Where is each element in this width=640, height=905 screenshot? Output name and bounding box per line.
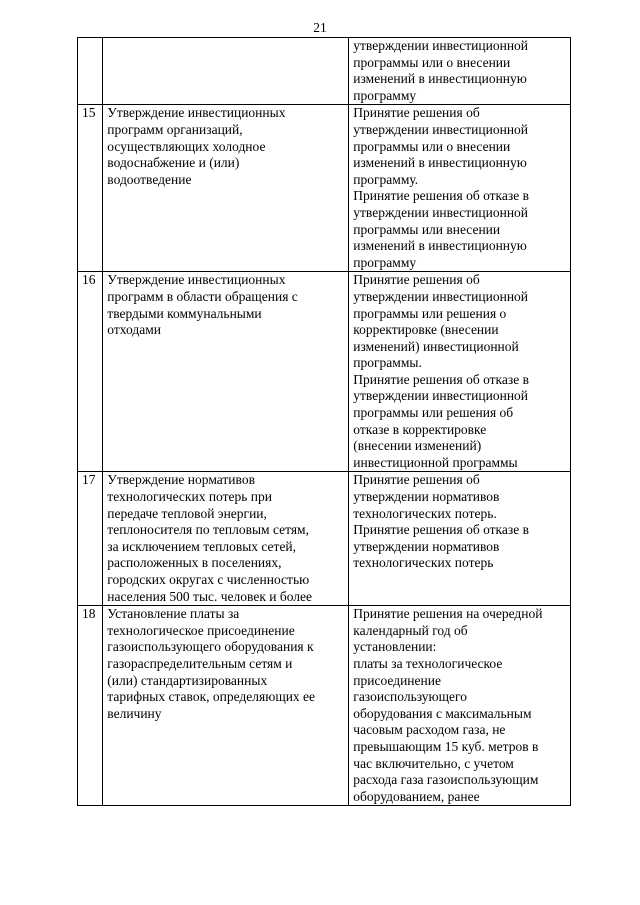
- service-result-line: утверждении инвестиционной: [353, 288, 529, 304]
- service-result-line: оборудования с максимальным: [353, 705, 532, 721]
- service-result-line: программы.: [353, 355, 422, 371]
- service-result-line: Принятие решения об отказе в: [353, 188, 529, 204]
- service-result-line: программы или решения об: [353, 405, 514, 421]
- service-result-line: утверждении инвестиционной: [353, 38, 529, 53]
- service-result-line: изменений) инвестиционной: [353, 338, 519, 354]
- service-result-line: утверждении нормативов: [353, 538, 500, 554]
- service-name-line: технологическое присоединение: [107, 622, 295, 638]
- service-result-line: изменений в инвестиционную: [353, 238, 527, 254]
- service-name-line: осуществляющих холодное: [107, 138, 266, 154]
- table-row: [78, 38, 571, 105]
- row-number-cell: 16: [78, 272, 103, 472]
- service-name-line: расположенных в поселениях,: [107, 555, 282, 571]
- service-name-line: тарифных ставок, определяющих ее: [107, 689, 316, 705]
- service-result-line: утверждении инвестиционной: [353, 204, 529, 220]
- services-table: [77, 37, 571, 806]
- service-name-line: газораспределительным сетям и: [107, 655, 293, 671]
- service-result-cell: [349, 472, 571, 606]
- table-row: [78, 272, 571, 472]
- service-name-line: технологических потерь при: [107, 489, 272, 505]
- service-result-line: программы или внесении: [353, 221, 501, 237]
- service-result-line: технологических потерь.: [353, 505, 497, 521]
- service-result-line: Принятие решения об отказе в: [353, 522, 529, 538]
- service-result-line: час включительно, с учетом: [353, 755, 514, 771]
- service-result-line: отказе в корректировке: [353, 421, 487, 437]
- table-row: [78, 606, 571, 806]
- service-name-line: газоиспользующего оборудования к: [107, 639, 314, 655]
- service-result-line: программу.: [353, 171, 419, 187]
- service-result-line: утверждении инвестиционной: [353, 388, 529, 404]
- service-name-line: теплоносителя по тепловым сетям,: [107, 522, 309, 538]
- service-name-line: Утверждение нормативов: [107, 472, 255, 488]
- service-result-line: оборудованием, ранее: [353, 788, 480, 804]
- table-row: [78, 472, 571, 606]
- service-result-line: установлении:: [353, 639, 437, 655]
- service-name-line: программ организаций,: [107, 121, 243, 137]
- service-result-line: программы или решения о: [353, 305, 507, 321]
- service-result-line: газоиспользующего: [353, 689, 467, 705]
- service-result-line: утверждении инвестиционной: [353, 121, 529, 137]
- table-body: [78, 38, 571, 806]
- service-result-line: утверждении нормативов: [353, 489, 500, 505]
- service-name-cell: [103, 105, 349, 272]
- service-name-line: (или) стандартизированных: [107, 672, 268, 688]
- service-name-line: Утверждение инвестиционных: [107, 272, 286, 288]
- row-number-cell: 15: [78, 105, 103, 272]
- service-result-line: Принятие решения об: [353, 472, 480, 488]
- row-number-cell: 17: [78, 472, 103, 606]
- service-result-line: Принятие решения об отказе в: [353, 371, 529, 387]
- service-result-line: Принятие решения на очередной: [353, 606, 543, 622]
- service-result-cell: [349, 606, 571, 806]
- service-result-line: программу: [353, 87, 417, 103]
- row-number-cell: 18: [78, 606, 103, 806]
- row-number-cell: [78, 38, 103, 105]
- service-name-cell: [103, 38, 349, 105]
- service-name-line: населения 500 тыс. человек и более: [107, 588, 313, 604]
- service-result-line: инвестиционной программы: [353, 454, 518, 470]
- service-name-line: отходами: [107, 322, 161, 338]
- service-result-line: изменений в инвестиционную: [353, 71, 527, 87]
- service-result-line: изменений в инвестиционную: [353, 155, 527, 171]
- service-result-line: Принятие решения об: [353, 105, 480, 121]
- service-result-line: программы или о внесении: [353, 54, 511, 70]
- service-name-line: величину: [107, 705, 162, 721]
- service-result-cell: [349, 105, 571, 272]
- service-result-line: корректировке (внесении: [353, 322, 499, 338]
- service-result-line: присоединение: [353, 672, 441, 688]
- service-name-cell: [103, 606, 349, 806]
- service-name-cell: [103, 472, 349, 606]
- service-name-cell: [103, 272, 349, 472]
- service-name-line: Установление платы за: [107, 606, 240, 622]
- service-result-line: часовым расходом газа, не: [353, 722, 506, 738]
- service-name-line: за исключением тепловых сетей,: [107, 538, 297, 554]
- service-name-line: передаче тепловой энергии,: [107, 505, 267, 521]
- service-result-line: календарный год об: [353, 622, 468, 638]
- service-result-line: технологических потерь: [353, 555, 494, 571]
- page-number: 21: [313, 20, 327, 35]
- service-result-line: программы или о внесении: [353, 138, 511, 154]
- service-result-line: программу: [353, 254, 417, 270]
- service-result-line: (внесении изменений): [353, 438, 482, 454]
- service-result-line: платы за технологическое: [353, 655, 503, 671]
- service-result-line: Принятие решения об: [353, 272, 480, 288]
- service-name-line: Утверждение инвестиционных: [107, 105, 286, 121]
- service-result-cell: [349, 272, 571, 472]
- service-name-line: городских округах с численностью: [107, 572, 310, 587]
- service-name-line: водоснабжение и (или): [107, 155, 240, 171]
- service-name-line: водоотведение: [107, 171, 192, 187]
- service-result-cell: [349, 38, 571, 105]
- service-name-line: программ в области обращения с: [107, 288, 298, 304]
- service-result-line: превышающим 15 куб. метров в: [353, 738, 539, 754]
- service-result-line: расхода газа газоиспользующим: [353, 772, 539, 788]
- service-name-line: твердыми коммунальными: [107, 305, 262, 321]
- table-row: [78, 105, 571, 272]
